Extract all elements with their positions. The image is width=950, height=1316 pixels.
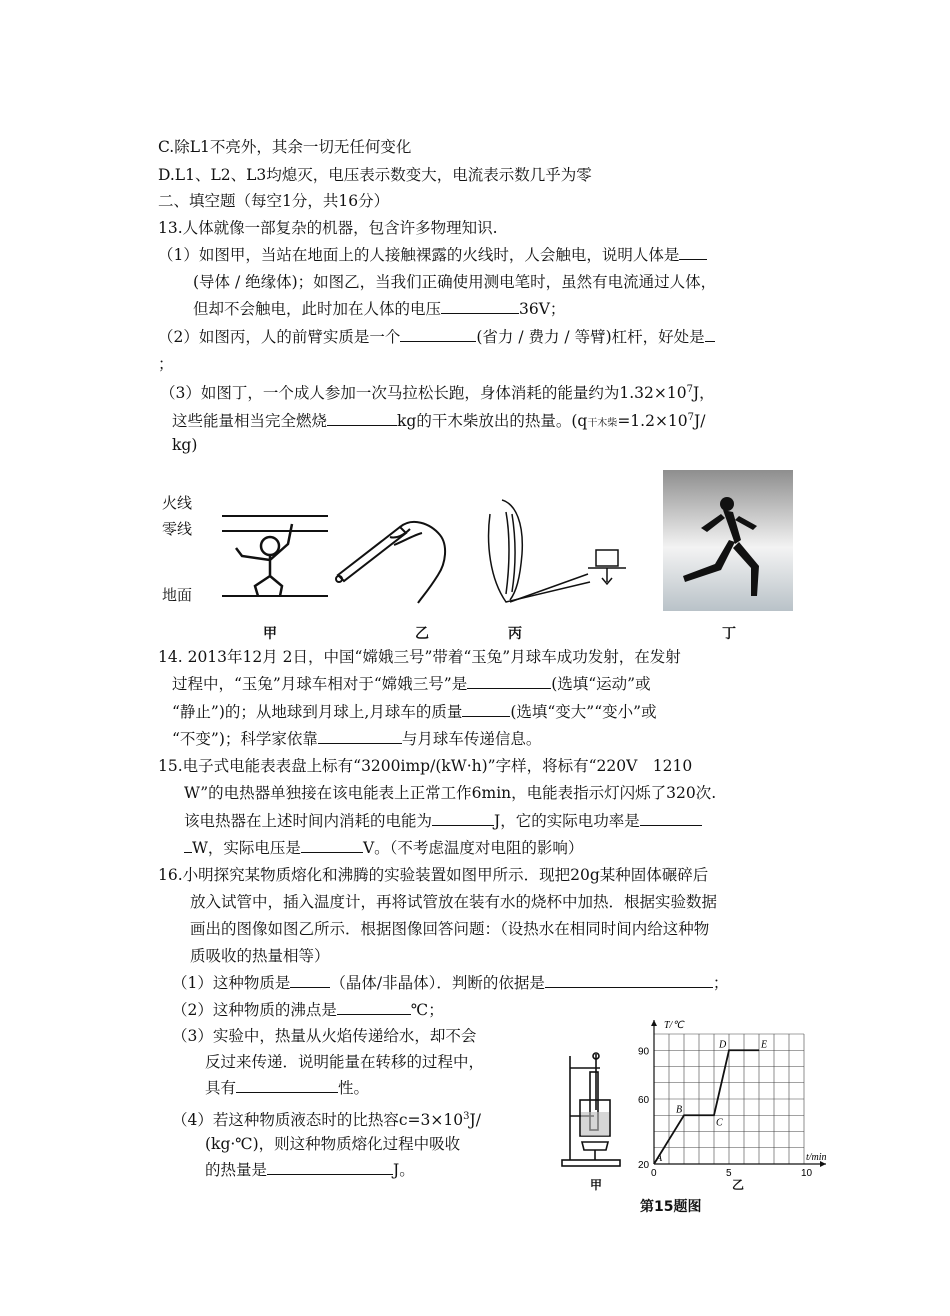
q13-text: （2）如图丙，人的前臂实质是一个 xyxy=(158,328,401,346)
x-tick-label: 0 xyxy=(651,1168,657,1179)
q14-text: (选填“运动”或 xyxy=(551,675,651,693)
q13-text: =1.2×10 xyxy=(617,412,688,431)
blank[interactable] xyxy=(462,702,510,717)
q14-stem: 14. 2013年12月 2日，中国“嫦娥三号”带着“玉兔”月球车成功发射，在发射 xyxy=(158,648,681,666)
x-axis-label: t/min xyxy=(806,1152,827,1163)
q13-part1-cont2 xyxy=(193,298,565,320)
q16-text: J/ xyxy=(469,1111,481,1130)
q13-text: 但却不会触电，此时加在人体的电压 xyxy=(193,300,442,318)
temp-time-graph xyxy=(632,1014,840,1182)
q16-part3-cont: 反过来传递．说明能量在转移的过程中， xyxy=(205,1053,485,1071)
blank[interactable] xyxy=(236,1078,338,1093)
q13-text: 这些能量相当完全燃烧 xyxy=(172,412,328,431)
q14-text: (选填“变大”“变小”或 xyxy=(510,703,657,721)
q16-line4: 质吸收的热量相等） xyxy=(190,947,330,965)
q14-line3 xyxy=(172,701,657,723)
q16-text: 性。 xyxy=(338,1079,370,1097)
section-heading: 二、填空题（每空1分，共16分） xyxy=(158,192,390,210)
q16-text: （4）若这种物质液态时的比热容c=3×10 xyxy=(172,1111,464,1130)
q16-part4-cont2 xyxy=(205,1159,415,1181)
q13-part1 xyxy=(158,244,707,266)
q15-text: J，它的实际电功率是 xyxy=(494,812,640,830)
q14-text: 过程中，“玉兔”月球车相对于“嫦娥三号”是 xyxy=(172,675,468,693)
y-tick-label: 90 xyxy=(638,1046,650,1058)
apparatus-label: 甲 xyxy=(590,1178,603,1192)
point-label: B xyxy=(676,1104,683,1116)
caption-bing: 丙 xyxy=(508,626,522,642)
blank[interactable] xyxy=(337,1000,411,1015)
blank[interactable] xyxy=(290,973,330,988)
blank[interactable] xyxy=(467,674,551,689)
y-tick-label: 20 xyxy=(638,1160,650,1171)
temp-time-chart xyxy=(632,1014,840,1182)
q15-line2: W”的电热器单独接在该电能表上正常工作6min，电能表指示灯闪烁了320次. xyxy=(184,784,717,802)
y-axis-label: T/℃ xyxy=(664,1020,684,1031)
q13-part2 xyxy=(158,326,715,348)
q16-stem: 16.小明探究某物质熔化和沸腾的实验装置如图甲所示．现把20g某种固体碾碎后 xyxy=(158,866,709,884)
q14-text: “静止”)的；从地球到月球上,月球车的质量 xyxy=(172,703,463,721)
blank[interactable] xyxy=(679,245,707,260)
q13-text: 36V； xyxy=(519,300,566,318)
blank[interactable] xyxy=(640,811,702,826)
blank[interactable] xyxy=(545,973,713,988)
q13-text: kg的干木柴放出的热量。(q xyxy=(397,412,588,431)
x-tick-label: 10 xyxy=(801,1168,813,1179)
point-label: C xyxy=(716,1117,723,1129)
q13-part3 xyxy=(160,379,715,404)
q16-text: （1）这种物质是 xyxy=(172,974,291,992)
q16-part3: （3）实验中，热量从火焰传递给水，却不会 xyxy=(172,1027,477,1045)
q14-line4 xyxy=(172,728,541,750)
caption-ding: 丁 xyxy=(722,626,736,642)
y-tick-label: 60 xyxy=(638,1095,650,1106)
q15-text: W，实际电压是 xyxy=(192,839,301,857)
blank[interactable] xyxy=(267,1160,393,1175)
q14-text: “不变”)；科学家依靠 xyxy=(172,730,318,748)
q16-line2: 放入试管中，插入温度计，再将试管放在装有水的烧杯中加热．根据实验数据 xyxy=(190,893,718,911)
q16-line3: 画出的图像如图乙所示．根据图像回答问题：（设热水在相同时间内给这种物 xyxy=(190,920,710,938)
y-axis-arrow xyxy=(651,1020,657,1026)
q16-text: ℃； xyxy=(410,1001,444,1019)
q15-text: 该电热器在上述时间内消耗的电能为 xyxy=(184,812,433,830)
label-dimian: 地面 xyxy=(162,586,193,604)
point-label: E xyxy=(761,1039,768,1051)
graph-label: 乙 xyxy=(732,1178,745,1192)
q13-text: J/ xyxy=(694,412,706,431)
exponent: 7 xyxy=(686,384,693,395)
q15-line4 xyxy=(184,837,583,859)
q13-stem: 13.人体就像一部复杂的机器，包含许多物理知识. xyxy=(158,219,498,237)
point-label: D xyxy=(719,1039,727,1051)
q16-text: ； xyxy=(712,974,729,992)
caption-yi: 乙 xyxy=(415,626,429,642)
figure-caption: 第15题图 xyxy=(640,1199,702,1215)
q13-part3-cont xyxy=(172,407,705,435)
q13-part1-cont: (导体 / 绝缘体)；如图乙，当我们正确使用测电笔时，虽然有电流通过人体， xyxy=(193,273,717,291)
blank[interactable] xyxy=(318,729,402,744)
blank[interactable] xyxy=(327,411,397,426)
x-tick-label: 5 xyxy=(726,1168,732,1179)
exponent: 3 xyxy=(463,1111,470,1122)
q16-text: （2）这种物质的沸点是 xyxy=(172,1001,337,1019)
q16-part3-cont2 xyxy=(205,1077,369,1099)
blank[interactable] xyxy=(441,299,519,314)
q13-part2-end: ； xyxy=(158,355,174,373)
figure-ding xyxy=(663,470,793,611)
q13-part3-unit: kg) xyxy=(172,436,198,454)
blank[interactable] xyxy=(705,327,715,342)
label-lingxian: 零线 xyxy=(162,520,193,538)
q16-text: （晶体/非晶体）．判断的依据是 xyxy=(330,974,545,992)
q16-text: 的热量是 xyxy=(205,1161,268,1179)
figure-bing xyxy=(480,484,630,612)
q14-line2 xyxy=(172,673,651,695)
q15-line3 xyxy=(184,810,702,832)
figure-apparatus xyxy=(560,1050,630,1170)
point-label: A xyxy=(656,1153,663,1164)
blank[interactable] xyxy=(432,811,494,826)
q16-text: J。 xyxy=(393,1161,415,1179)
option-d: D.L1、L2、L3均熄灭，电压表示数变大，电流表示数几乎为零 xyxy=(158,166,592,184)
q16-part1 xyxy=(172,972,728,994)
q13-text: （3）如图丁，一个成人参加一次马拉松长跑，身体消耗的能量约为1.32×10 xyxy=(160,384,687,403)
q16-text: 具有 xyxy=(205,1079,237,1097)
blank[interactable] xyxy=(301,838,363,853)
blank[interactable] xyxy=(184,838,192,853)
caption-jia: 甲 xyxy=(263,626,277,642)
blank[interactable] xyxy=(400,327,476,342)
q15-stem: 15.电子式电能表表盘上标有“3200imp/(kW·h)”字样，将标有“220V 1210 xyxy=(158,757,693,775)
q16-part4 xyxy=(172,1106,481,1131)
q16-part2 xyxy=(172,999,444,1021)
exponent: 7 xyxy=(687,412,695,423)
subscript: 干木柴 xyxy=(587,418,618,430)
figure-yi xyxy=(330,505,455,605)
option-c: C.除L1不亮外，其余一切无任何变化 xyxy=(158,138,412,156)
q16-part4-cont: (kg·℃)，则这种物质熔化过程中吸收 xyxy=(205,1135,461,1153)
q13-text: (省力 / 费力 / 等臂)杠杆，好处是 xyxy=(476,328,705,346)
series-line xyxy=(654,1050,759,1164)
label-huoxian: 火线 xyxy=(162,494,193,512)
q15-text: V。（不考虑温度对电阻的影响） xyxy=(362,839,584,857)
q13-text: J， xyxy=(692,384,715,403)
q14-text: 与月球车传递信息。 xyxy=(401,730,542,748)
figure-jia xyxy=(160,486,330,611)
q13-part1-text: （1）如图甲，当站在地面上的人接触裸露的火线时，人会触电，说明人体是 xyxy=(158,246,680,264)
